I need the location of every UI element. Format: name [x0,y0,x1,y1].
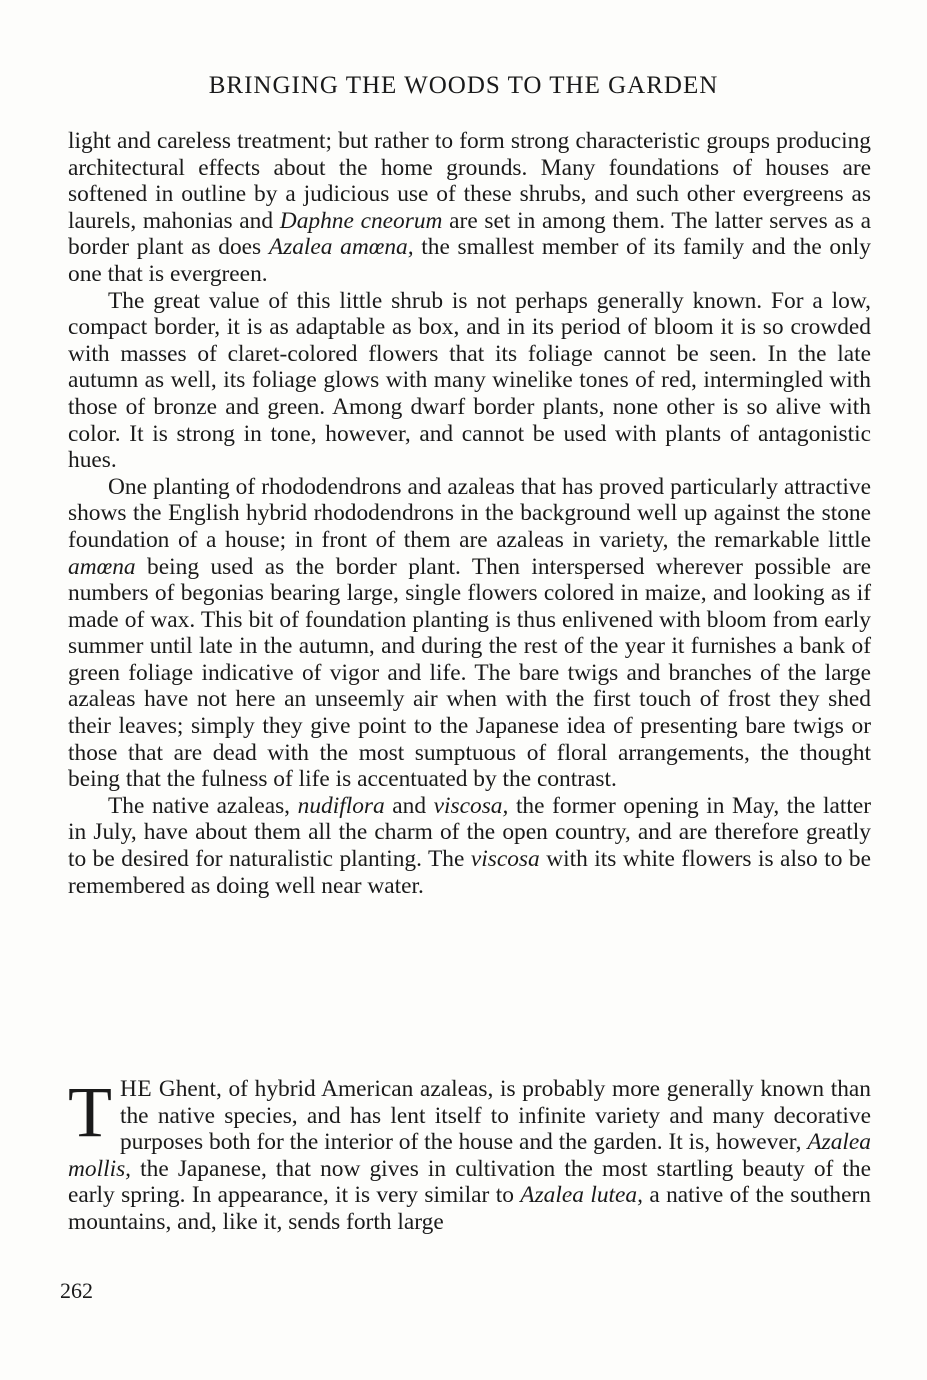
paragraph-1 [68,128,871,288]
text-run: are set in among them. The latter serves as a border plant as does [68,207,871,261]
paragraph-3 [68,474,871,793]
paragraph-5 [68,1072,871,1236]
italic-term: nudiflora [297,792,385,819]
text-run: a native of the southern mountains, and, like it, sends forth large [68,1182,871,1235]
italic-term: Azalea mollis, [68,1129,871,1182]
italic-term: viscosa, [433,792,509,819]
italic-term: amœna [68,553,136,580]
text-run: being used as the border plant. Then interspersed wherever possible are numbers of begonias bearing large, single flowers colored in maize, and looking as if made of wax. This bit of foundation planting is thus enlivened with bloom from early summer until late in the autumn, and during the rest of the year it furnishes a bank of green foliage indicative of vigor and life. The bare twigs and branches of the large azaleas have not here an unseemly air when with the first touch of frost they shed their leaves; simply they give point to the Japanese idea of presenting bare twigs or those that are dead with the most sumptuous of floral arrangements, the thought being that the fulness of life is accentuated by the contrast. [68,553,871,793]
text-run: Ghent, of hybrid American azaleas, is probably more generally known than the native species, and has lent itself to infinite variety and many decorative purposes both for the interior of the house and the garden. It is, however, [119,1076,871,1156]
italic-term: viscosa [470,846,540,873]
italic-term: Azalea lutea, [520,1182,643,1209]
smallcaps-lead: HE [119,1076,153,1102]
text-run: One planting of rhododendrons and azaleas that has proved particularly attractive shows the English hybrid rhododendrons in the background well up against the stone foundation of a house; in front of them are azaleas in variety, the remarkable little [68,473,871,553]
text-run: and [384,792,434,819]
text-block-main [68,128,871,899]
text-run: the Japanese, that now gives in cultivation the most startling beauty of the early spring. In appearance, it is very similar to [68,1155,871,1209]
text-block-section-2 [68,1072,871,1236]
running-head: BRINGING THE WOODS TO THE GARDEN [208,72,719,99]
text-run: The native azaleas, [108,792,298,819]
drop-cap: T [68,1072,112,1152]
paragraph-2: The great value of this little shrub is not perhaps generally known. For a low, compact border, it is as adaptable as box, and in its period of bloom it is so crowded with masses of claret-colored flowers that its foliage cannot be seen. In the late autumn as well, its foliage glows with many winelike tones of red, intermingled with those of bronze and green. Among dwarf border plants, none other is so alive with color. It is strong in tone, however, and cannot be used with plants of antagonistic hues. [68,287,871,474]
text-run: the smallest member of its family and the only one that is evergreen. [68,234,872,287]
page-number: 262 [60,1278,93,1303]
text-run: with its white flowers is also to be remembered as doing well near water. [68,846,871,899]
text-run: the former opening in May, the latter in July, have about them all the charm of the open country, and are therefore greatly to be desired for naturalistic planting. The [68,792,872,873]
text-run: light and careless treatment; but rather to form strong characteristic groups producing architectural effects about the home grounds. Many foundations of houses are softened in outline by a judicious use of these shrubs, and such other evergreens as laurels, mahonias and [68,128,871,234]
italic-term: Daphne cneorum [279,207,443,234]
italic-term: Azalea amœna, [268,234,414,261]
paragraph-4 [68,793,871,899]
